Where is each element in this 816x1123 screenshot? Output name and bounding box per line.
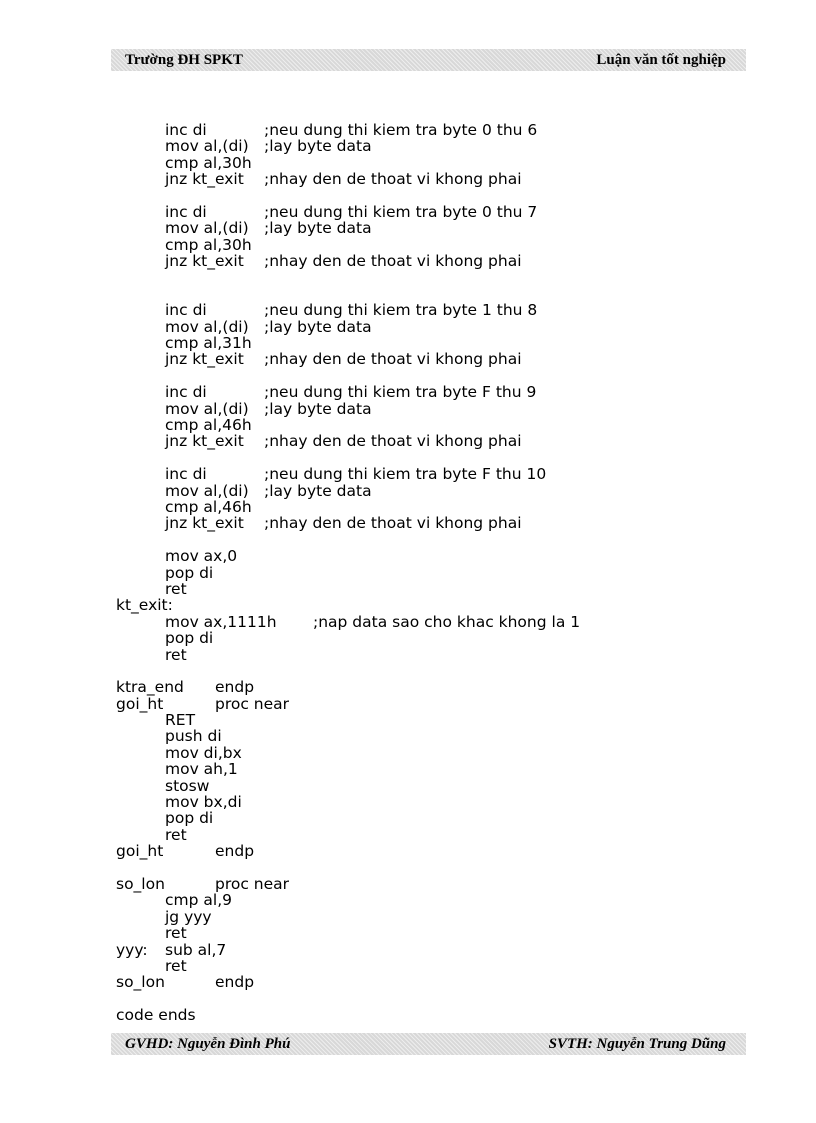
code-comment: ;lay byte data xyxy=(264,399,372,418)
code-line xyxy=(116,712,716,728)
code-instruction: ret xyxy=(165,956,187,975)
code-line xyxy=(116,581,716,597)
blank-line xyxy=(116,663,716,679)
code-instruction: pop di xyxy=(165,629,214,648)
code-line xyxy=(116,597,716,613)
code-instruction: inc di xyxy=(165,202,207,221)
page-header xyxy=(111,49,746,71)
header-thesis-title: Luận văn tốt nghiệp xyxy=(596,51,726,68)
code-line xyxy=(116,958,716,974)
code-label: so_lon xyxy=(116,973,165,992)
code-instruction: mov al,(di) xyxy=(165,481,249,500)
blank-line xyxy=(116,270,716,286)
code-instruction: ret xyxy=(165,579,187,598)
code-line xyxy=(116,974,716,990)
code-instruction: cmp al,46h xyxy=(165,416,252,435)
code-instruction: cmp al,9 xyxy=(165,891,232,910)
code-instruction: mov al,(di) xyxy=(165,137,249,156)
code-instruction: proc near xyxy=(215,694,290,713)
code-instruction: pop di xyxy=(165,809,214,828)
code-line xyxy=(116,876,716,892)
blank-line xyxy=(116,286,716,302)
code-line xyxy=(116,614,716,630)
code-line xyxy=(116,483,716,499)
code-line xyxy=(116,204,716,220)
code-instruction: cmp al,31h xyxy=(165,334,252,353)
code-line xyxy=(116,843,716,859)
code-instruction: jnz kt_exit xyxy=(165,514,244,533)
code-line xyxy=(116,696,716,712)
code-comment: ;neu dung thi kiem tra byte 1 thu 8 xyxy=(264,301,538,320)
code-instruction: jnz kt_exit xyxy=(165,432,244,451)
code-line xyxy=(116,138,716,154)
code-instruction: ret xyxy=(165,645,187,664)
code-instruction: jnz kt_exit xyxy=(165,170,244,189)
code-line xyxy=(116,401,716,417)
code-instruction: inc di xyxy=(165,301,207,320)
code-line xyxy=(116,778,716,794)
code-instruction: mov al,(di) xyxy=(165,317,249,336)
code-label: kt_exit: xyxy=(116,596,173,615)
code-line xyxy=(116,647,716,663)
code-instruction: mov al,(di) xyxy=(165,399,249,418)
code-instruction: inc di xyxy=(165,383,207,402)
code-line xyxy=(116,253,716,269)
blank-line xyxy=(116,368,716,384)
code-comment: ;neu dung thi kiem tra byte 0 thu 7 xyxy=(264,202,538,221)
code-listing xyxy=(116,122,716,1023)
code-instruction: mov ax,0 xyxy=(165,547,238,566)
blank-line xyxy=(116,450,716,466)
code-instruction: mov ah,1 xyxy=(165,760,238,779)
code-line xyxy=(116,171,716,187)
code-label: goi_ht xyxy=(116,842,164,861)
code-instruction: jg yyy xyxy=(165,907,212,926)
code-instruction: pop di xyxy=(165,563,214,582)
blank-line xyxy=(116,991,716,1007)
code-comment: ;nhay den de thoat vi khong phai xyxy=(264,350,522,369)
code-instruction: ret xyxy=(165,825,187,844)
code-instruction: inc di xyxy=(165,121,207,139)
code-line xyxy=(116,565,716,581)
code-instruction: cmp al,30h xyxy=(165,235,252,254)
code-line xyxy=(116,630,716,646)
code-line xyxy=(116,122,716,138)
code-line xyxy=(116,433,716,449)
code-comment: ;neu dung thi kiem tra byte F thu 10 xyxy=(264,465,547,484)
blank-line xyxy=(116,188,716,204)
code-comment: ;nhay den de thoat vi khong phai xyxy=(264,170,522,189)
blank-line xyxy=(116,532,716,548)
code-line xyxy=(116,466,716,482)
code-comment: ;lay byte data xyxy=(264,317,372,336)
code-line xyxy=(116,384,716,400)
code-line xyxy=(116,679,716,695)
code-instruction: mov al,(di) xyxy=(165,219,249,238)
code-comment: ;lay byte data xyxy=(264,219,372,238)
code-line xyxy=(116,810,716,826)
code-line xyxy=(116,220,716,236)
code-instruction: mov di,bx xyxy=(165,743,242,762)
code-instruction: mov ax,1111h xyxy=(165,612,277,631)
footer-advisor: GVHD: Nguyễn Đình Phú xyxy=(125,1035,291,1052)
code-line xyxy=(116,925,716,941)
code-instruction: sub al,7 xyxy=(165,940,227,959)
code-line xyxy=(116,302,716,318)
code-comment: ;nap data sao cho khac khong la 1 xyxy=(313,612,581,631)
code-instruction: mov bx,di xyxy=(165,793,242,812)
code-comment: ;nhay den de thoat vi khong phai xyxy=(264,252,522,271)
code-line xyxy=(116,155,716,171)
code-instruction: cmp al,46h xyxy=(165,497,252,516)
code-instruction: endp xyxy=(215,678,255,697)
code-line xyxy=(116,1007,716,1023)
code-instruction: endp xyxy=(215,842,255,861)
code-comment: ;neu dung thi kiem tra byte 0 thu 6 xyxy=(264,121,538,139)
code-instruction: proc near xyxy=(215,874,290,893)
code-label: ktra_end xyxy=(116,678,184,697)
page-footer xyxy=(111,1033,746,1055)
code-comment: ;lay byte data xyxy=(264,481,372,500)
code-line xyxy=(116,827,716,843)
code-instruction: stosw xyxy=(165,776,210,795)
code-comment: ;nhay den de thoat vi khong phai xyxy=(264,514,522,533)
blank-line xyxy=(116,860,716,876)
code-line xyxy=(116,417,716,433)
code-instruction: RET xyxy=(165,711,196,730)
code-instruction: jnz kt_exit xyxy=(165,350,244,369)
header-school: Trường ĐH SPKT xyxy=(125,51,243,68)
code-comment: ;neu dung thi kiem tra byte F thu 9 xyxy=(264,383,537,402)
code-line xyxy=(116,237,716,253)
code-instruction: cmp al,30h xyxy=(165,153,252,172)
code-instruction: jnz kt_exit xyxy=(165,252,244,271)
code-line xyxy=(116,892,716,908)
code-label: yyy: xyxy=(116,940,148,959)
code-instruction: endp xyxy=(215,973,255,992)
code-label: so_lon xyxy=(116,874,165,893)
code-line xyxy=(116,909,716,925)
code-line xyxy=(116,548,716,564)
code-line xyxy=(116,351,716,367)
code-label: code ends xyxy=(116,1006,196,1025)
code-comment: ;nhay den de thoat vi khong phai xyxy=(264,432,522,451)
code-line xyxy=(116,728,716,744)
code-comment: ;lay byte data xyxy=(264,137,372,156)
code-line xyxy=(116,335,716,351)
code-instruction: inc di xyxy=(165,465,207,484)
code-line xyxy=(116,515,716,531)
code-line xyxy=(116,499,716,515)
footer-student: SVTH: Nguyễn Trung Dũng xyxy=(548,1035,726,1052)
code-line xyxy=(116,794,716,810)
code-line xyxy=(116,761,716,777)
code-instruction: push di xyxy=(165,727,222,746)
code-line xyxy=(116,745,716,761)
code-instruction: ret xyxy=(165,924,187,943)
code-line xyxy=(116,942,716,958)
code-label: goi_ht xyxy=(116,694,164,713)
code-line xyxy=(116,319,716,335)
